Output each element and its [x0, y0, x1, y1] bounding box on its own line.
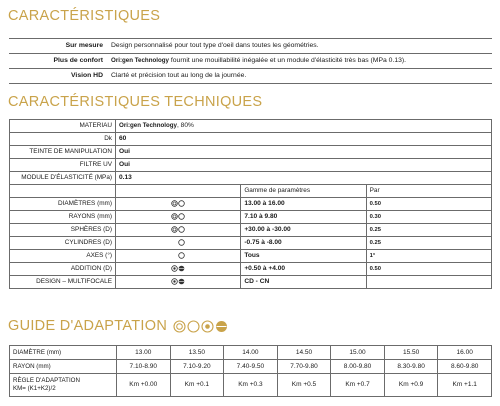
multifocal-pair-icon: [116, 263, 241, 276]
spec-value: Oui: [116, 146, 492, 159]
param-label: AXES (°): [10, 250, 116, 263]
param-step: 0.30: [366, 211, 491, 224]
spec-label: Dk: [10, 133, 116, 146]
rule-label-line2: KM= (K1+K2)/2: [13, 385, 56, 392]
rayon-value: 7.10-8.90: [117, 360, 171, 374]
param-step-header: Par: [366, 185, 491, 198]
rayon-value: 8.00-9.80: [331, 360, 385, 374]
diameter-value: 13.00: [117, 346, 171, 360]
adaptation-guide-table: [9, 345, 492, 397]
rule-value: Km +0.3: [224, 374, 278, 397]
empty-header-cell: [10, 185, 116, 198]
param-step: 1°: [366, 250, 491, 263]
table-row: [10, 276, 492, 289]
circle-single-icon: [116, 250, 241, 263]
feature-label: Plus de confort: [9, 54, 107, 69]
param-step: 0.25: [366, 237, 491, 250]
table-row: [10, 360, 492, 374]
circle-pair-icon: [116, 211, 241, 224]
spec-label: MATERIAU: [10, 120, 116, 133]
feature-text: fournit une mouillabilité inégalée et un module d'élasticité très bas (MPa 0.13).: [168, 57, 407, 64]
param-range: +0.50 à +4.00: [241, 263, 366, 276]
section-title-caracteristiques-techniques: CARACTÉRISTIQUES TECHNIQUES: [8, 94, 263, 110]
diameter-label: DIAMÈTRE (mm): [10, 346, 117, 360]
param-step: 0.50: [366, 198, 491, 211]
technology-name: Ori:gen Technology: [119, 122, 177, 129]
table-row: [10, 211, 492, 224]
rule-value: Km +0.5: [277, 374, 331, 397]
diameter-value: 13.50: [170, 346, 224, 360]
feature-label: Vision HD: [9, 69, 107, 84]
empty-header-cell: [116, 185, 241, 198]
diameter-value: 16.00: [438, 346, 492, 360]
param-range: -0.75 à -8.00: [241, 237, 366, 250]
param-range-header: Gamme de paramètres: [241, 185, 366, 198]
table-row: [10, 120, 492, 133]
table-row: [10, 374, 492, 397]
param-label: CYLINDRES (D): [10, 237, 116, 250]
lens-design-icons: [173, 320, 231, 333]
feature-value: Clarté et précision tout au long de la journée.: [107, 69, 492, 84]
param-label: DESIGN – MULTIFOCALE: [10, 276, 116, 289]
param-label: SPHÈRES (D): [10, 224, 116, 237]
spec-label: TEINTE DE MANIPULATION: [10, 146, 116, 159]
rule-value: Km +0.7: [331, 374, 385, 397]
table-row: [10, 250, 492, 263]
rayon-label: RAYON (mm): [10, 360, 117, 374]
param-label: RAYONS (mm): [10, 211, 116, 224]
table-row: [9, 54, 492, 69]
circle-pair-icon: [116, 198, 241, 211]
spec-value: 0.13: [116, 172, 492, 185]
rayon-value: 8.30-9.80: [384, 360, 438, 374]
table-row: [10, 346, 492, 360]
table-row: [10, 198, 492, 211]
section-title-caracteristiques: CARACTÉRISTIQUES: [8, 8, 161, 24]
param-label: ADDITION (D): [10, 263, 116, 276]
spec-value: Oui: [116, 159, 492, 172]
feature-value: Design personnalisé pour tout type d'oeil dans toutes les géométries.: [107, 39, 492, 54]
rule-value: Km +0.00: [117, 374, 171, 397]
spec-label: MODULE D'ÉLASTICITÉ (MPa): [10, 172, 116, 185]
table-row: [10, 224, 492, 237]
rule-value: Km +1.1: [438, 374, 492, 397]
features-table: [9, 38, 492, 84]
diameter-value: 14.50: [277, 346, 331, 360]
rule-label: [10, 374, 117, 397]
table-row: [9, 69, 492, 84]
table-row: [10, 172, 492, 185]
param-step: 0.50: [366, 263, 491, 276]
circle-single-icon: [116, 237, 241, 250]
circle-pair-icon: [116, 224, 241, 237]
rule-value: Km +0.9: [384, 374, 438, 397]
param-range: CD - CN: [241, 276, 366, 289]
rule-value: Km +0.1: [170, 374, 224, 397]
table-row: [10, 159, 492, 172]
diameter-value: 15.00: [331, 346, 385, 360]
technical-table: [9, 119, 492, 289]
table-row: [10, 237, 492, 250]
param-range: 7.10 à 9.80: [241, 211, 366, 224]
param-range: +30.00 à -30.00: [241, 224, 366, 237]
spec-value: [116, 120, 492, 133]
param-step: 0.25: [366, 224, 491, 237]
rayon-value: 7.70-9.80: [277, 360, 331, 374]
table-row: [10, 263, 492, 276]
feature-label: Sur mesure: [9, 39, 107, 54]
rayon-value: 8.60-9.80: [438, 360, 492, 374]
spec-label: FILTRE UV: [10, 159, 116, 172]
feature-value: [107, 54, 492, 69]
table-row: [10, 133, 492, 146]
param-range: Tous: [241, 250, 366, 263]
section-title-guide-adaptation: [8, 318, 231, 334]
diameter-value: 15.50: [384, 346, 438, 360]
rayon-value: 7.10-9.20: [170, 360, 224, 374]
table-row: [10, 146, 492, 159]
guide-title-text: GUIDE D'ADAPTATION: [8, 318, 168, 334]
param-step: [366, 276, 491, 289]
rayon-value: 7.40-9.50: [224, 360, 278, 374]
diameter-value: 14.00: [224, 346, 278, 360]
rule-label-line1: RÈGLE D'ADAPTATION: [13, 377, 80, 384]
technology-name: Ori:gen Technology: [111, 57, 169, 64]
multifocal-pair-icon: [116, 276, 241, 289]
spec-value: 60: [116, 133, 492, 146]
spec-text: , 80%: [176, 122, 194, 129]
param-label: DIAMÈTRES (mm): [10, 198, 116, 211]
table-row: [9, 39, 492, 54]
param-range: 13.00 à 16.00: [241, 198, 366, 211]
table-header-row: [10, 185, 492, 198]
